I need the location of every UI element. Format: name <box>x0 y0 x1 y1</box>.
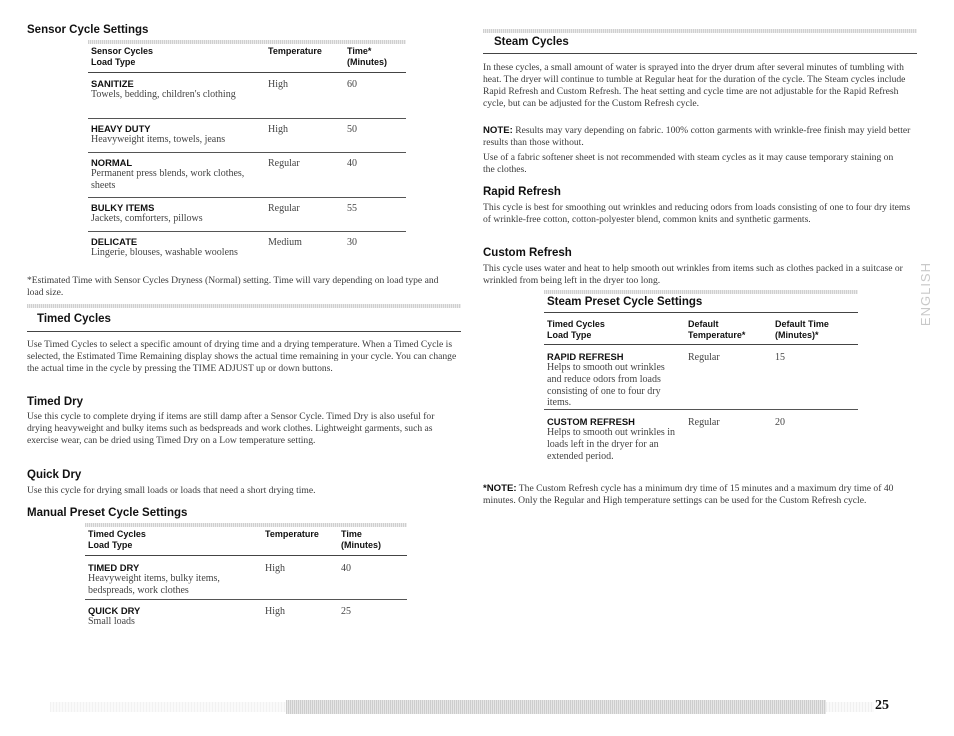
table-header-temperature: Temperature <box>268 46 322 56</box>
footer-bar-faint <box>50 702 286 712</box>
language-side-label: ENGLISH <box>918 262 933 327</box>
sensor-cycle-table <box>88 40 406 272</box>
table-header-rule <box>544 344 858 345</box>
footer-bar <box>286 700 826 714</box>
section-bar <box>483 29 917 33</box>
quick-dry-text: Use this cycle for drying small loads or loads that need a short drying time. <box>27 485 316 496</box>
manual-preset-table <box>85 523 407 631</box>
softener-warning: Use of a fabric softener sheet is not recommended with steam cycles as it may cause temporary staining on the clothes. <box>483 152 894 176</box>
table-row: BULKY ITEMS Jackets, comforters, pillows Regular 55 <box>88 198 406 232</box>
table-top-bar <box>85 523 407 527</box>
custom-refresh-text: This cycle uses water and heat to help smooth out wrinkles from items such as clothes packed in a suitcase or wrinkled from being left in the dryer too long. <box>483 263 903 287</box>
table-title-rule <box>544 312 858 313</box>
sensor-cycle-settings-title: Sensor Cycle Settings <box>27 24 149 36</box>
table-header-cycle: Timed Cycles Load Type <box>88 529 146 550</box>
steam-preset-title: Steam Preset Cycle Settings <box>547 296 703 308</box>
table-top-bar <box>544 290 858 294</box>
timed-dry-title: Timed Dry <box>27 396 84 408</box>
timed-cycles-intro: Use Timed Cycles to select a specific amount of drying time and a drying temperature. When a Timed Cycle is selected, the Estimated Time Remaining display shows the actual time remaining in your cycle. You can change the actual time in the cycle by pressing the TIME ADJUST up or down buttons. <box>27 339 457 375</box>
table-row: TIMED DRY Heavyweight items, bulky items, bedspreads, work clothes High 40 <box>85 558 407 600</box>
rapid-refresh-title: Rapid Refresh <box>483 186 561 198</box>
table-header-temperature: Temperature <box>265 529 319 539</box>
footer-bar-fade <box>826 702 874 712</box>
table-row: SANITIZE Towels, bedding, children's clothing High 60 <box>88 74 406 119</box>
table-row: DELICATE Lingerie, blouses, washable woolens Medium 30 <box>91 236 357 258</box>
section-rule <box>483 53 917 54</box>
steam-cycles-title: Steam Cycles <box>494 36 569 48</box>
page-number: 25 <box>875 698 889 713</box>
steam-cycles-intro: In these cycles, a small amount of water is sprayed into the dryer drum after several minutes of tumbling with heat. The dryer will continue to tumble at Regular heat for the duration of the cycle. The Steam cycles include Rapid Refresh and Custom Refresh. The heat setting and cycle time are not adjustable for the Rapid Refresh cycle, but can be adjusted for the Custom Refresh cycle. <box>483 62 906 110</box>
rapid-refresh-text: This cycle is best for smoothing out wrinkles and reducing odors from loads consisting of one to four dry items of wrinkle-free cotton, cotton-polyester blend, common knits and synthetic garments. <box>483 202 911 226</box>
timed-cycles-title: Timed Cycles <box>37 313 111 325</box>
table-header-rule <box>88 72 406 73</box>
table-top-bar <box>88 40 406 44</box>
table-row: CUSTOM REFRESH Helps to smooth out wrinkles in loads left in the dryer for an extended period. Regular 20 <box>547 416 785 462</box>
table-row: HEAVY DUTY Heavyweight items, towels, jeans High 50 <box>88 119 406 153</box>
section-rule <box>27 331 461 332</box>
timed-dry-text: Use this cycle to complete drying if items are still damp after a Sensor Cycle. Timed Dry is also useful for drying heavyweight and bulky items such as bedspreads and work clothes. Lightweight garments, such as exercise wear, can be dried using Timed Dry on a Low temperature setting. <box>27 411 435 447</box>
table-header-cycle: Sensor Cycles Load Type <box>91 46 154 67</box>
table-row: QUICK DRY Small loads High 25 <box>88 605 351 627</box>
steam-preset-table <box>544 290 858 478</box>
section-bar <box>27 304 461 308</box>
table-header-cycle: Timed Cycles Load Type <box>547 319 605 340</box>
quick-dry-title: Quick Dry <box>27 469 82 481</box>
table-header-rule <box>85 555 407 556</box>
table-header-time: Time* (Minutes) <box>347 46 387 67</box>
table-row: NORMAL Permanent press blends, work clothes, sheets Regular 40 <box>88 153 406 198</box>
manual-preset-title: Manual Preset Cycle Settings <box>27 507 188 519</box>
table-header-time: Time (Minutes) <box>341 529 381 550</box>
sensor-footnote: *Estimated Time with Sensor Cycles Dryness (Normal) setting. Time will vary depending on load type and load size. <box>27 275 439 299</box>
custom-refresh-footnote: *NOTE: The Custom Refresh cycle has a minimum dry time of 15 minutes and a maximum dry time of 40 minutes. Only the Regular and High temperature settings can be used for the Custom Refresh cycle. <box>483 483 894 507</box>
table-row: RAPID REFRESH Helps to smooth out wrinkles and reduce odors from loads consisting of one to four dry items. Regular 15 <box>544 347 858 410</box>
table-header-time: Default Time (Minutes)* <box>775 319 829 340</box>
table-header-temperature: Default Temperature* <box>688 319 746 340</box>
custom-refresh-title: Custom Refresh <box>483 247 572 259</box>
steam-note: NOTE: Results may vary depending on fabric. 100% cotton garments with wrinkle-free finish may yield better results than those without. <box>483 125 911 149</box>
